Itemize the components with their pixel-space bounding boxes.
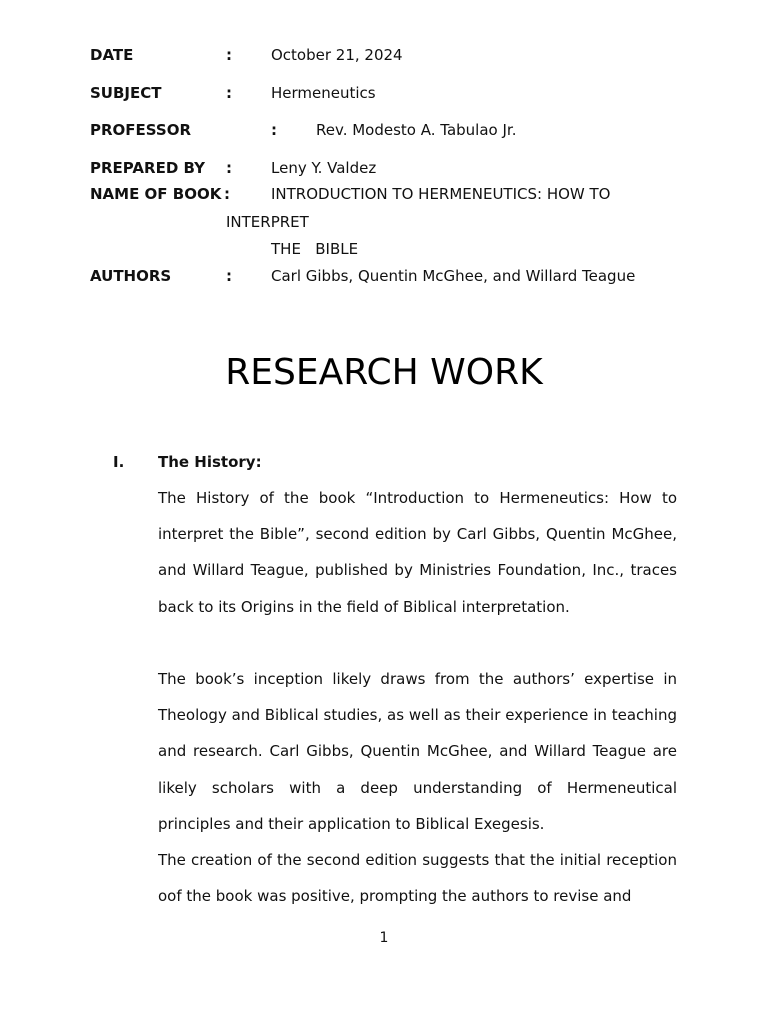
prepared-by-label: PREPARED BY <box>90 159 205 177</box>
paragraph-2: The book’s inception likely draws from the authors’ expertise in Theology and Biblical studies, as well as their experience in teaching and research. Carl Gibbs, Quentin McGhee, and Willard Teague are likely scholars with a deep understanding of Hermeneutical principles and their application to Biblical Exegesis. <box>158 670 677 833</box>
page-number: 1 <box>379 930 389 946</box>
book-name-line2: INTERPRET <box>226 213 309 231</box>
subject-value: Hermeneutics <box>271 84 376 102</box>
prepared-by-colon: : <box>226 159 232 177</box>
book-name-colon: : <box>224 185 230 203</box>
book-name-label: NAME OF BOOK <box>90 185 222 203</box>
book-name-line3: THE BIBLE <box>271 240 359 258</box>
paragraph-1: The History of the book “Introduction to Hermeneutics: How to interpret the Bible”, second edition by Carl Gibbs, Quentin McGhee, and Willard Teague, published by Ministries Foundation, Inc., traces back to its Origins in the field of Biblical interpretation. <box>158 489 677 616</box>
professor-value: Rev. Modesto A. Tabulao Jr. <box>316 121 517 139</box>
book-name-line1: INTRODUCTION TO HERMENEUTICS: HOW TO <box>271 185 611 203</box>
date-value: October 21, 2024 <box>271 46 403 64</box>
section-number: I. <box>113 453 125 471</box>
professor-colon: : <box>271 121 277 139</box>
authors-label: AUTHORS <box>90 267 172 285</box>
prepared-by-value: Leny Y. Valdez <box>271 159 377 177</box>
date-colon: : <box>226 46 232 64</box>
section-heading: The History: <box>158 453 262 471</box>
professor-label: PROFESSOR <box>90 121 192 139</box>
paragraph-3: The creation of the second edition suggests that the initial reception oof the book was positive, prompting the authors to revise and <box>158 851 677 906</box>
date-label: DATE <box>90 46 134 64</box>
subject-colon: : <box>226 84 232 102</box>
authors-value: Carl Gibbs, Quentin McGhee, and Willard Teague <box>271 267 636 285</box>
authors-colon: : <box>226 267 232 285</box>
subject-label: SUBJECT <box>90 84 162 102</box>
page-title: RESEARCH WORK <box>225 352 543 393</box>
